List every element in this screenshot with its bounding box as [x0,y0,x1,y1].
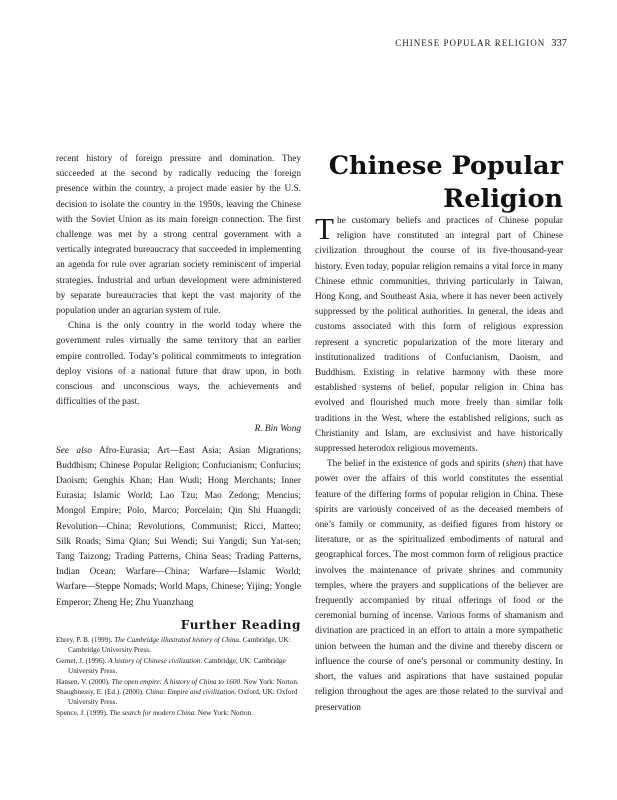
article-title-line-2: Religion [443,184,563,214]
running-title: CHINESE POPULAR RELIGION [395,38,546,48]
further-reading-heading: Further Reading [180,618,301,632]
term-shen: shen [505,459,523,470]
page-number: 337 [551,38,567,49]
reference-item: Gernet, J. (1996). A history of Chinese civilization. Cambridge, UK: Cambridge University Press. [56,656,286,676]
see-also-label: See also [56,445,92,456]
left-paragraph-2: China is the only country in the world today where the government rules virtually the same territory that an earlier empire controlled. Today’s political commitments to integration deploy visions of a national future that draw upon, in both conscious and unconscious ways, the achievements and difficulties of the past. [56,321,301,408]
left-paragraph-1: recent history of foreign pressure and domination. They succeeded at the second by radically reducing the foreign presence within the country, a project made easier by the U.S. decision to isolate the country in the 1950s, leaving the Chinese with the Soviet Union as its main foreign connection. The first challenge was met by a strong central government with a vertically integrated bureaucracy that succeeded in implementing an agenda for rule over agrarian society reminiscent of imperial strategies. Industrial and urban development were administered by separate bureaucracies that kept the vast majority of the population under an agrarian system of rule. [56,154,301,317]
article-paragraph-1: The customary beliefs and practices of Chinese popular religion have constituted an integral part of Chinese civilization throughout the course of its five-thousand-year history. Even today, popular religion remains a vital force in many Chinese ethnic communities, thriving particularly in Taiwan, Hong Kong, and Southeast Asia, where it has never been actively suppressed by the political authorities. In general, the ideas and customs associated with this form of religious expression represent a syncretic popularization of the more literary and institutionalized traditions of Confucianism, Daoism, and Buddhism. Existing in relative harmony with these more established systems of belief, popular religion in China has evolved and flourished much more freely than similar folk traditions in the West, where the established religions, such as Christianity and Islam, are exclusivist and have historically suppressed heterodox religious movements. [315,211,563,455]
article-title [329,150,563,216]
reference-item: Spence, J. (1999). The search for modern China. New York: Norton. [56,708,253,717]
author-byline: R. Bin Wong [254,424,301,435]
reference-item: Shaughnessy, E. (Ed.). (2000). China: Empire and civilization. Oxford, UK: Oxford University Press. [56,688,298,707]
see-also [56,444,301,611]
reference-item: Hansen, V. (2000). The open empire: A history of China to 1600. New York: Norton. [56,677,299,686]
see-also-list: Afro-Eurasia; Art—East Asia; Asian Migrations; Buddhism; Chinese Popular Religion; Confucianism; Confucius; Daoism; Genghis Khan; Han Wudi; Hong Merchants; Inner Eurasia; Islamic World; Lao Tzu; Mao Zedong; Mencius; Mongol Empire; Polo, Marco; Porcelain; Qin Shi Huangdi; Revolution—China; Revolutions, Communist; Ricci, Matteo; Silk Roads; Sima Qian; Sui Wendi; Sui Yangdi; Sun Yat-sen; Tang Taizong; Trading Patterns, China Seas; Trading Patterns, Indian Ocean; Warfare—China; Warfare—Islamic World; Warfare—Steppe Nomads; World Maps, Chinese; Yijing; Yongle Emperor; Zheng He; Zhu Yuanzhang [56,445,301,608]
drop-cap: T [315,211,334,246]
reference-item: Ebrey, P. B. (1999). The Cambridge illustrated history of China. Cambridge, UK: Cambridge University Press. [56,636,291,655]
left-column [56,152,301,611]
running-header [395,38,567,49]
references-list [56,635,301,718]
article-paragraph-2: The belief in the existence of gods and spirits (shen) that have power over the affairs of this world constitutes the essential feature of the differing forms of popular religion in China. These spirits are variously conceived of as the deceased members of one’s family or community, as deified figures from history or literature, or as the spiritualized embodiments of natural and geographical forces. The most common form of religious practice involves the maintenance of private shrines and community temples, where the prayers and supplications of the believer are frequently accompanied by ritual offerings of food or the ceremonial burning of incense. Various forms of shamanism and divination are practiced in an effort to attain a more sympathetic union between the human and the divine and thereby discern or influence the course of one’s personal or community destiny. In short, the values and aspirations that have sustained popular religion throughout the ages are those related to the survival and preservation [315,459,563,713]
article-title-line-1: Chinese Popular [328,151,563,181]
right-column [315,211,563,716]
